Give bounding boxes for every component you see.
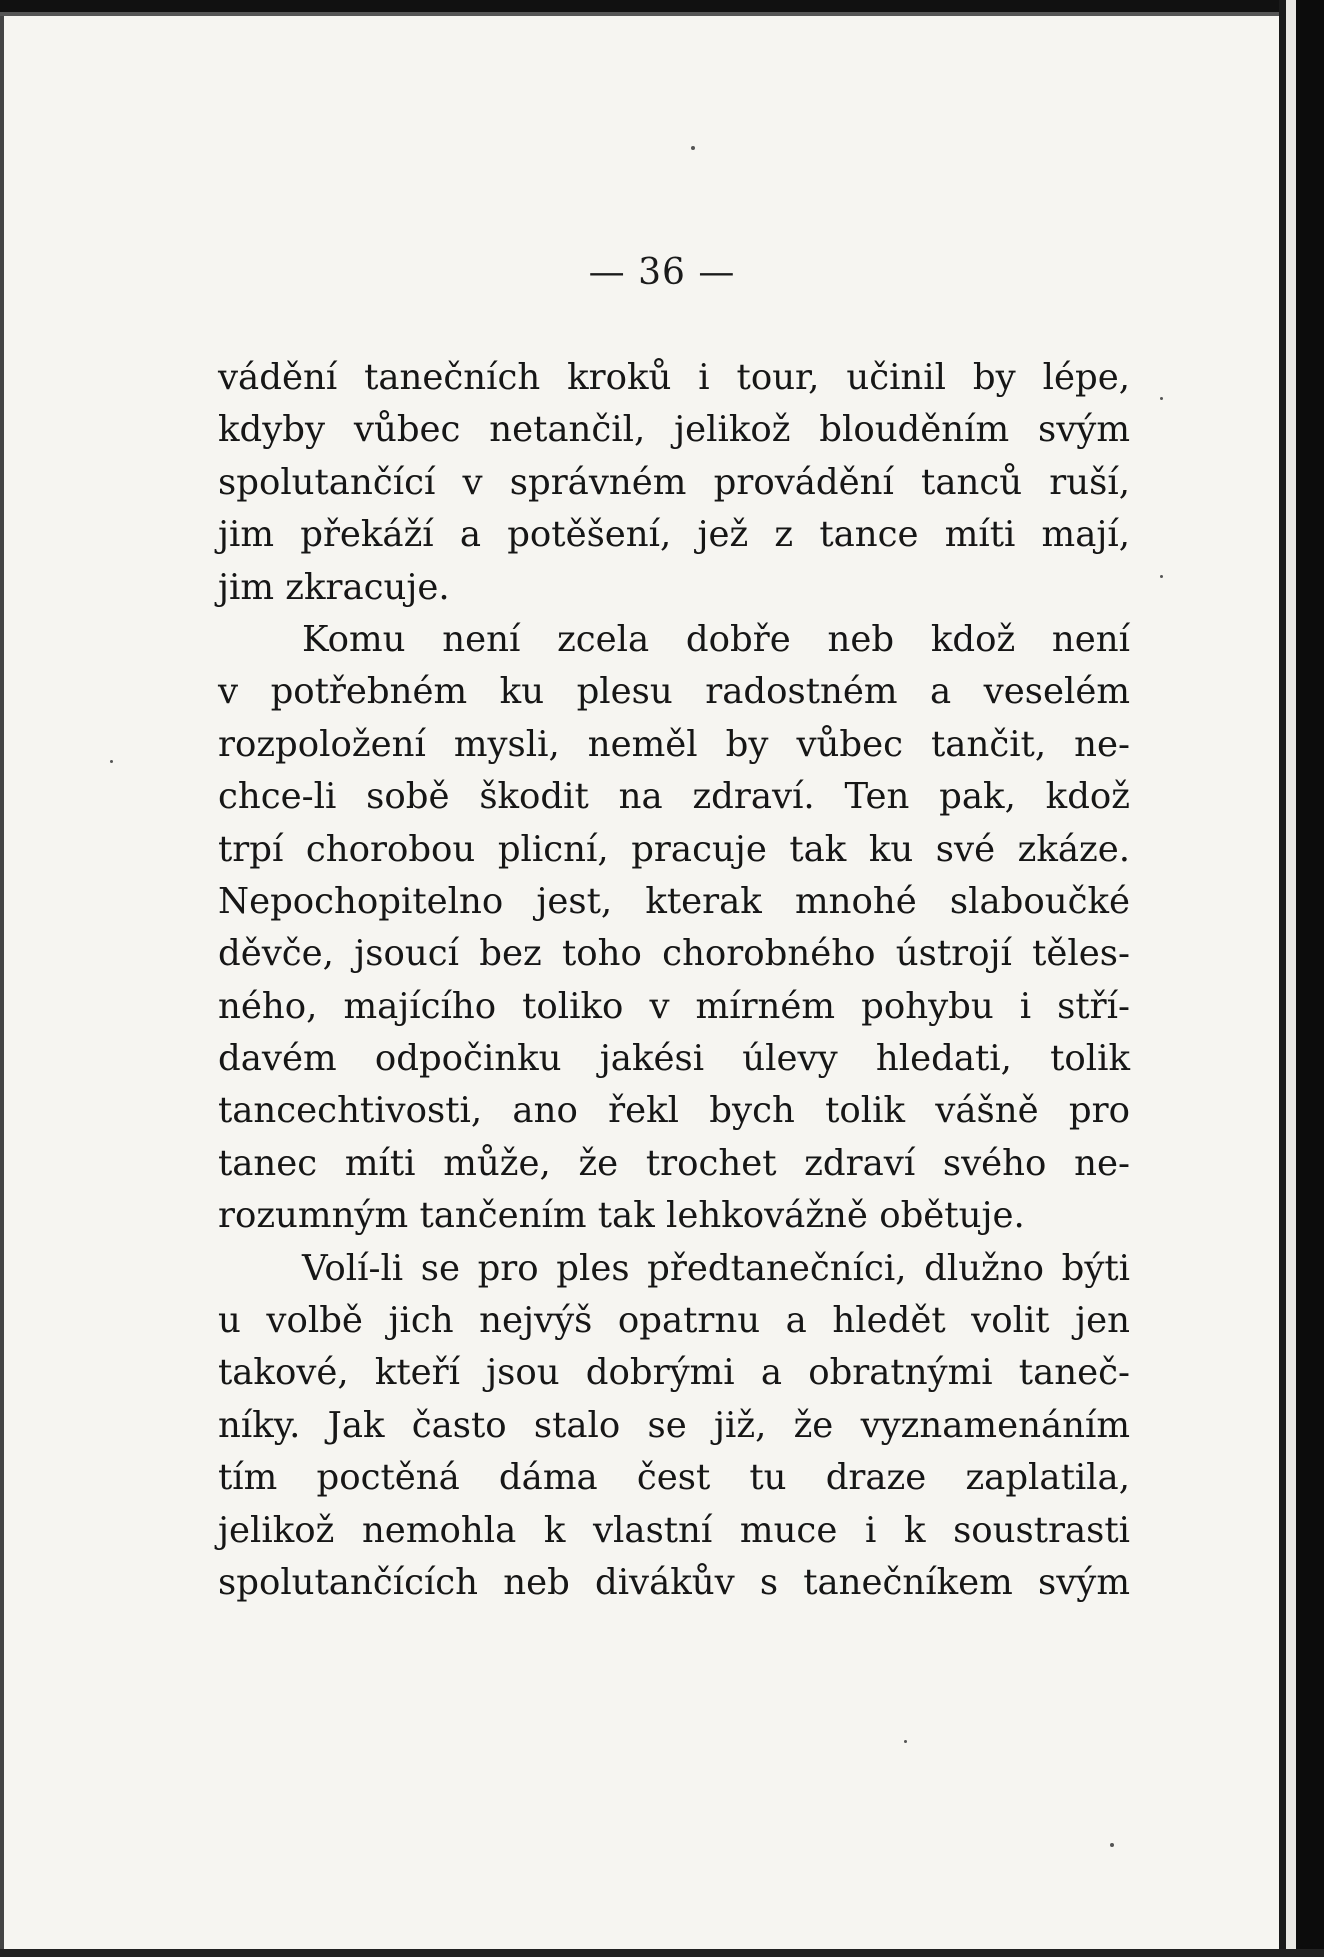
text-line: Volí-li se pro ples předtanečníci, dlužno býti (302, 1247, 1130, 1289)
text-line: jim překáží a potěšení, jež z tance míti mají, (218, 514, 1130, 556)
paper-speck (110, 760, 113, 763)
scan-edge-left (0, 0, 4, 1957)
text-line: tím poctěná dáma čest tu draze zaplatila, (218, 1457, 1130, 1499)
text-line: tanec míti může, že trochet zdraví svého ne- (218, 1142, 1130, 1184)
text-line: děvče, jsoucí bez toho chorobného ústrojí těles- (218, 933, 1130, 975)
text-line: jim zkracuje. (218, 566, 450, 608)
scan-edge-right (1296, 0, 1324, 1957)
body-text (218, 352, 1130, 1609)
page-number: — 36 — (588, 252, 736, 293)
paper-speck (904, 1740, 907, 1743)
text-line: kdyby vůbec netančil, jelikož blouděním svým (218, 409, 1130, 451)
text-line: níky. Jak často stalo se již, že vyznamenáním (218, 1404, 1130, 1446)
text-line: tancechtivosti, ano řekl bych tolik vášně pro (218, 1090, 1130, 1132)
paper-speck (691, 146, 695, 150)
paper-speck (1160, 575, 1163, 578)
text-line: spolutančících neb divákův s tanečníkem svým (218, 1561, 1130, 1603)
text-line: spolutančící v správném provádění tanců ruší, (218, 461, 1130, 503)
scan-edge-right-line (1279, 0, 1286, 1957)
text-line: takové, kteří jsou dobrými a obratnými taneč- (218, 1352, 1130, 1394)
text-line: rozpoložení mysli, neměl by vůbec tančit, ne- (218, 723, 1130, 765)
text-line: trpí chorobou plicní, pracuje tak ku své zkáze. (218, 828, 1130, 870)
scan-edge-right-gap (1286, 0, 1296, 1957)
scan-edge-top (0, 0, 1324, 12)
text-line: jelikož nemohla k vlastní muce i k soustrasti (218, 1509, 1130, 1551)
paper-speck (1160, 397, 1163, 400)
paper-speck (1110, 1843, 1114, 1847)
text-line: vádění tanečních kroků i tour, učinil by lépe, (218, 357, 1130, 398)
text-line: davém odpočinku jakési úlevy hledati, tolik (218, 1038, 1130, 1080)
text-line: Nepochopitelno jest, kterak mnohé slaboučké (218, 880, 1130, 922)
text-line: u volbě jich nejvýš opatrnu a hledět volit jen (218, 1300, 1130, 1342)
text-line: v potřebném ku plesu radostném a veselém (218, 671, 1130, 713)
text-line: rozumným tančením tak lehkovážně obětuje. (218, 1195, 1025, 1237)
text-line: chce-li sobě škodit na zdraví. Ten pak, kdož (218, 776, 1130, 818)
text-line: Komu není zcela dobře neb kdož není (302, 618, 1130, 660)
scan-edge-top-shadow (0, 12, 1290, 16)
scan-edge-bottom (0, 1949, 1324, 1957)
text-line: ného, majícího toliko v mírném pohybu i stří- (218, 985, 1130, 1027)
